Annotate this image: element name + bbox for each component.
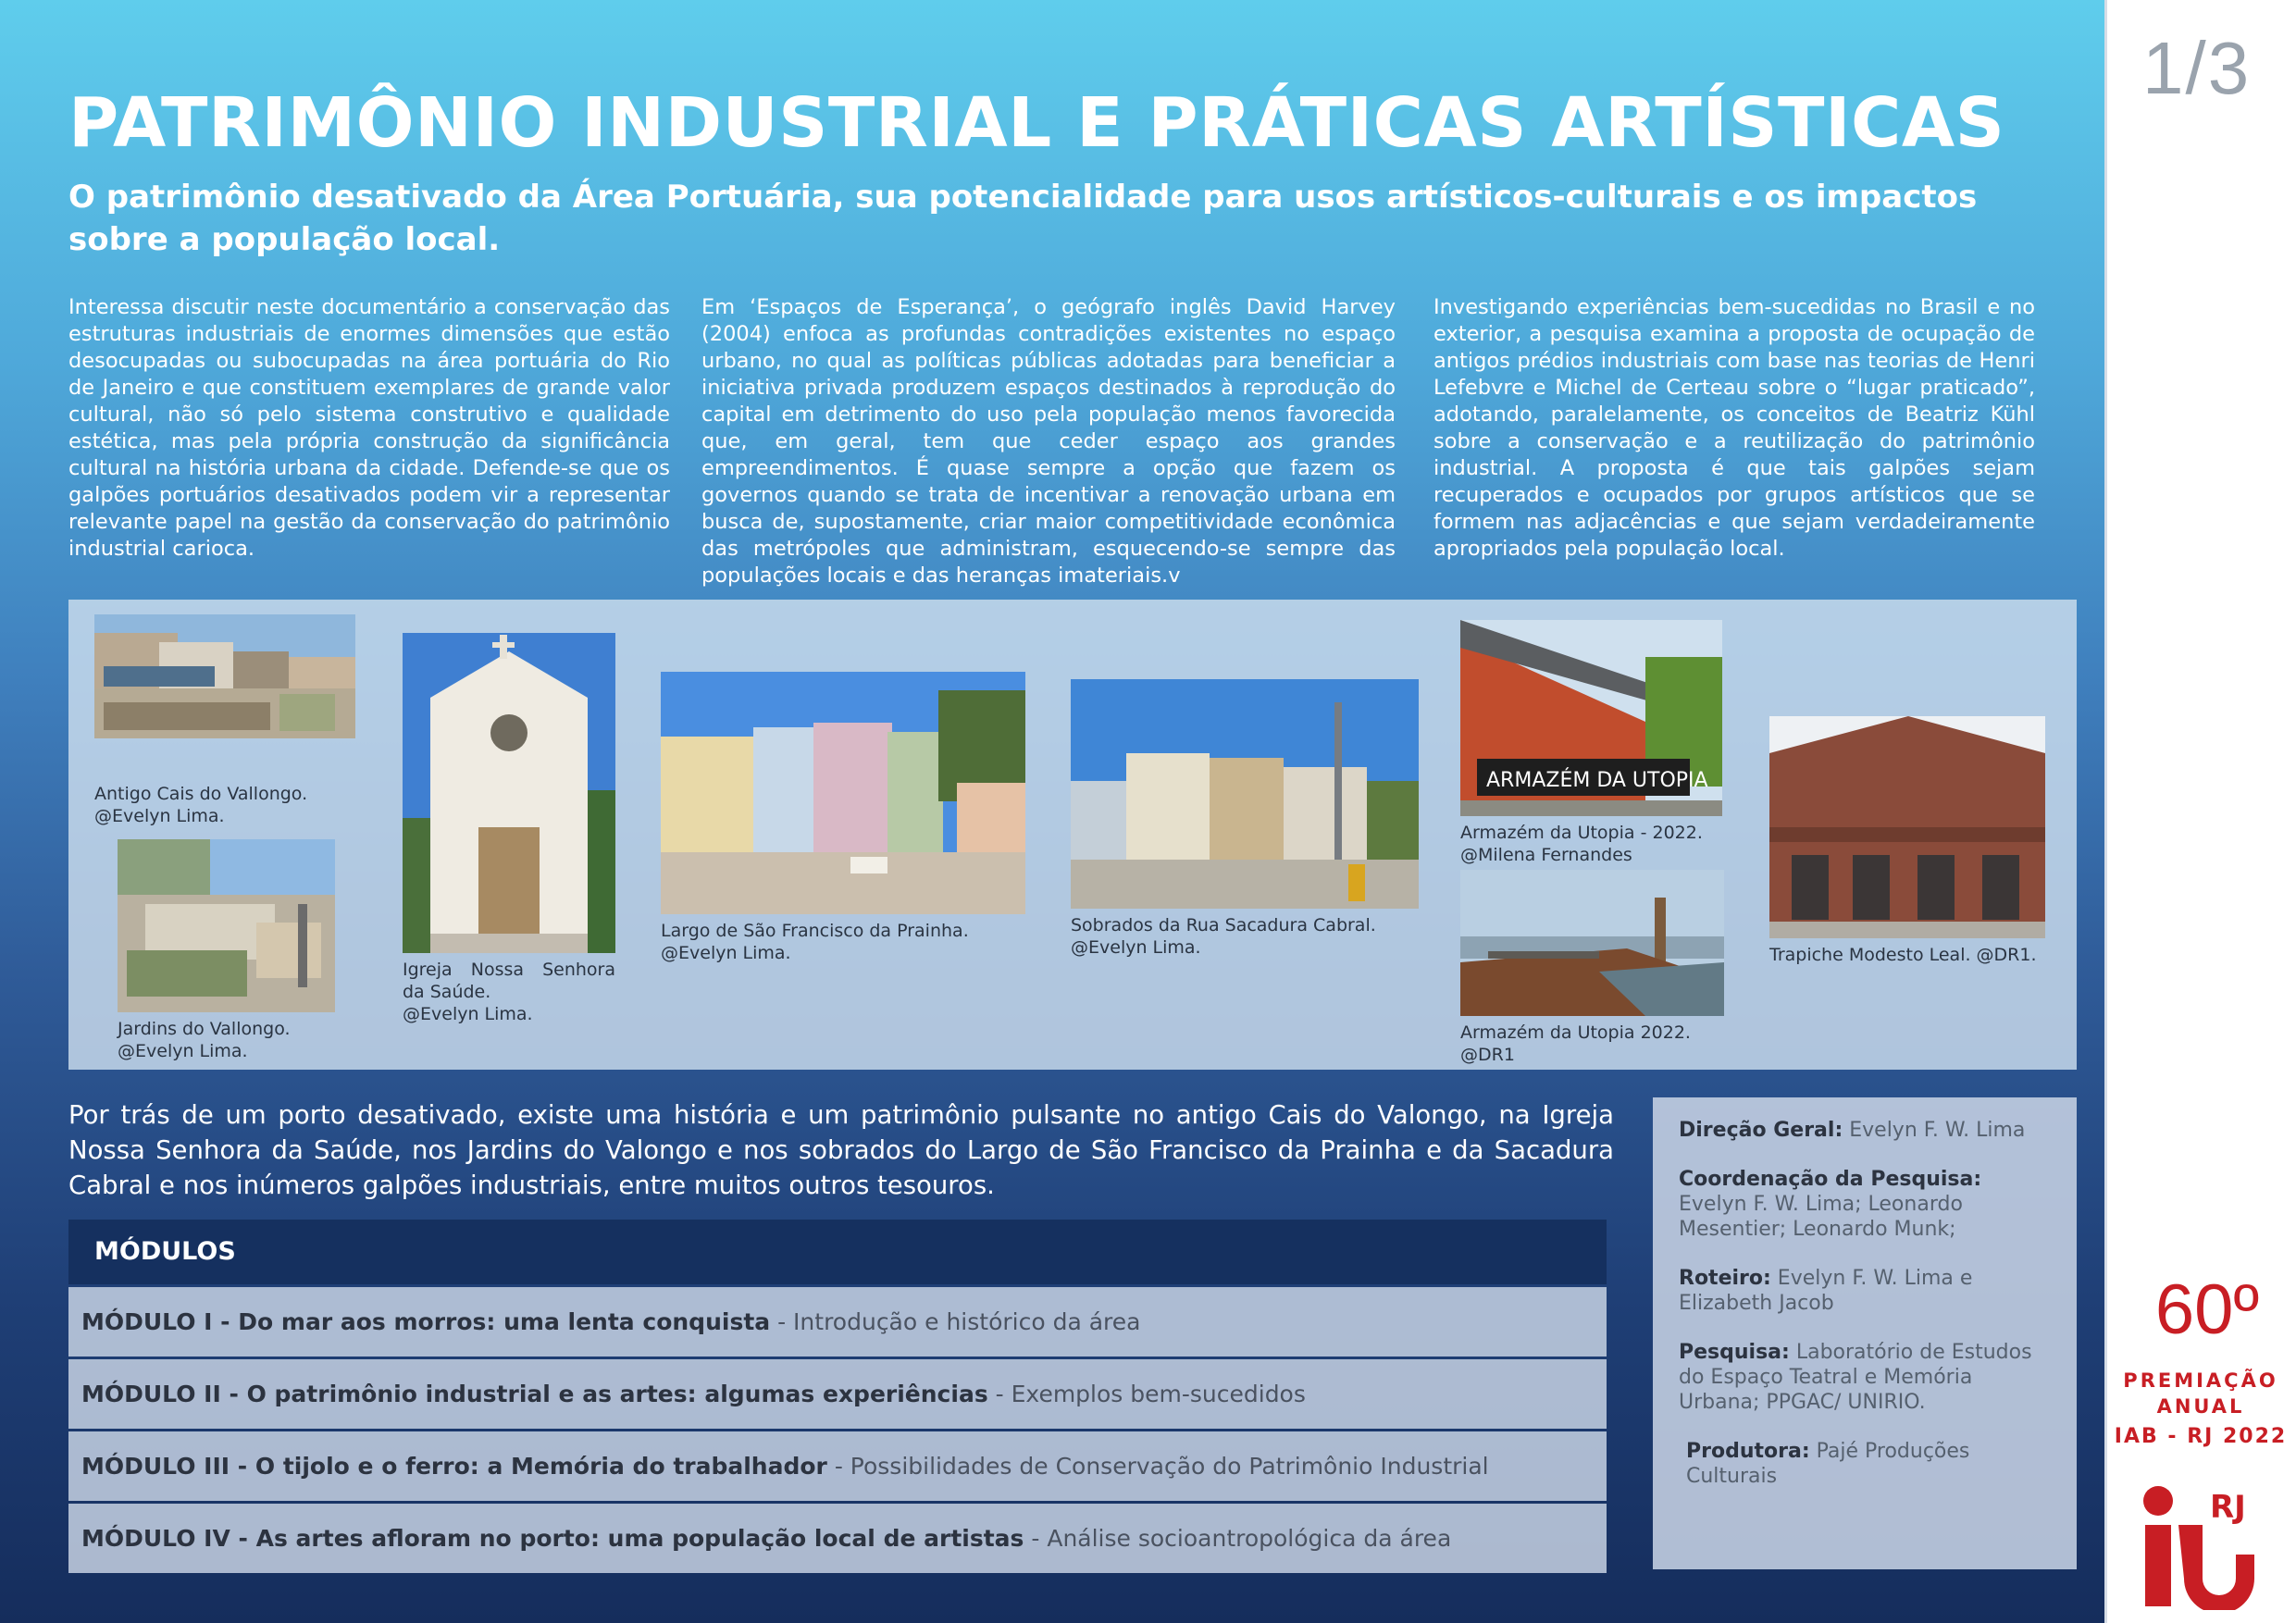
module-description: - Possibilidades de Conservação do Patrimônio Industrial [826,1453,1489,1480]
credit-direction: Direção Geral: Evelyn F. W. Lima [1679,1119,2026,1142]
photo-trapiche-modesto-leal [1769,716,2045,938]
photo-gallery [68,600,2077,1070]
photo-jardins-do-vallongo [118,839,335,1012]
module-description: - Exemplos bem-sucedidos [987,1381,1306,1407]
credit-research-coordination: Coordenação da Pesquisa: Evelyn F. W. Lima; Leonardo Mesentier; Leonardo Munk; [1679,1168,1982,1241]
module-label: MÓDULO I - Do mar aos morros: uma lenta conquista [81,1308,771,1335]
photo-armazem-da-utopia-1 [1460,620,1722,816]
intro-paragraph: Por trás de um porto desativado, existe uma história e um patrimônio pulsante no antigo Cais do Valongo, na Igreja Nossa Senhora da Saúde, nos Jardins do Valongo e nos sobrados do Largo de São Francisco da Prainha e da Sacadura Cabral e nos inúmeros galpões industriais, entre muitos outros tesouros. [68,1100,1614,1200]
module-description: - Introdução e histórico da área [770,1308,1141,1335]
text-column-1: Interessa discutir neste documentário a conservação das estruturas industriais de enormes dimensões que estão desocupadas ou subocupadas na área portuária do Rio de Janeiro e que constituem exemplares de grande valor cultural, não só pelo sistema construtivo e qualidade estética, mas pela própria construção da significância cultural na história urbana da cidade. Defende-se que os galpões portuários desativados podem vir a representar relevante papel na gestão da conservação do patrimônio industrial carioca. [68,295,670,561]
svg-text:RJ: RJ [2210,1489,2246,1526]
award-edition: 60º [2154,1270,2260,1349]
credit-producer: Produtora: Pajé Produções Culturais [1686,1440,1970,1488]
module-row-4 [68,1504,1607,1573]
caption-igreja-da-saude: Igreja Nossa Senhora da Saúde. @Evelyn Lima. [403,960,615,1024]
svg-text:ARMAZÉM DA UTOPIA: ARMAZÉM DA UTOPIA [1486,769,1708,792]
photo-armazem-da-utopia-2 [1460,870,1724,1016]
caption-jardins-do-vallongo: Jardins do Vallongo. @Evelyn Lima. [118,1019,291,1061]
photo-largo-da-prainha [661,672,1025,914]
credit-script: Roteiro: Evelyn F. W. Lima e Elizabeth Jacob [1679,1267,1973,1315]
caption-armazem-da-utopia-1: Armazém da Utopia - 2022. @Milena Fernandes [1460,823,1703,865]
module-row-3 [68,1431,1607,1501]
photo-cais-do-vallongo [94,614,355,738]
module-row-1 [68,1287,1607,1357]
award-line-1: PREMIAÇÃO [2123,1369,2278,1392]
module-row-2 [68,1359,1607,1429]
page-title: PATRIMÔNIO INDUSTRIAL E PRÁTICAS ARTÍSTICAS [68,83,2005,163]
caption-sacadura-cabral: Sobrados da Rua Sacadura Cabral. @Evelyn Lima. [1071,915,1376,958]
module-label: MÓDULO IV - As artes afloram no porto: uma população local de artistas [81,1525,1024,1552]
page-number: 1/3 [2142,27,2252,109]
award-line-3: IAB - RJ 2022 [2114,1425,2288,1448]
photo-igreja-da-saude [403,633,615,953]
module-label: MÓDULO II - O patrimônio industrial e as artes: algumas experiências [81,1381,988,1407]
photo-sacadura-cabral [1071,679,1419,909]
award-line-2: ANUAL [2156,1395,2245,1418]
module-label: MÓDULO III - O tijolo e o ferro: a Memória do trabalhador [81,1453,827,1480]
module-description: - Análise socioantropológica da área [1024,1525,1452,1552]
caption-trapiche-modesto-leal: Trapiche Modesto Leal. @DR1. [1769,945,2037,965]
caption-armazem-da-utopia-2: Armazém da Utopia 2022. @DR1 [1460,1022,1691,1065]
credits-box [1653,1097,2077,1569]
caption-largo-da-prainha: Largo de São Francisco da Prainha. @Evelyn Lima. [661,921,969,963]
iab-logo-icon [2138,1481,2258,1610]
text-column-2: Em ‘Espaços de Esperança’, o geógrafo inglês David Harvey (2004) enfoca as profundas contradições existentes no espaço urbano, no qual as políticas públicas adotadas para beneficiar a iniciativa privada produzem espaços destinados à reprodução do capital em detrimento do uso pela população menos favorecida que, em geral, tem que ceder espaço aos grandes empreendimentos. É quase sempre a opção que fazem os governos quando se trata de incentivar a renovação urbana em busca de, supostamente, criar maior competitividade econômica das metrópoles que administram, esquecendo-se sempre das populações locais e das heranças imateriais.v [701,295,1396,588]
credit-research: Pesquisa: Laboratório de Estudos do Espaço Teatral e Memória Urbana; PPGAC/ UNIRIO. [1679,1341,2032,1414]
modules-header: MÓDULOS [68,1220,1607,1284]
text-column-3: Investigando experiências bem-sucedidas no Brasil e no exterior, a pesquisa examina a proposta de ocupação de antigos prédios industriais com base nas teorias de Henri Lefebvre e Michel de Certeau sobre o “lugar praticado”, adotando, paralelamente, os conceitos de Beatriz Kühl sobre a conservação e a reutilização do patrimônio industrial. A proposta é que tais galpões sejam recuperados e ocupados por grupos artísticos que se formem nas adjacências e que sejam verdadeiramente apropriados pela população local. [1433,295,2035,561]
caption-cais-do-vallongo: Antigo Cais do Vallongo. @Evelyn Lima. [94,784,308,826]
page-subtitle: O patrimônio desativado da Área Portuária, sua potencialidade para usos artísticos-culturais e os impactos sobre a população local. [68,179,1978,258]
modules-table [68,1220,1607,1573]
